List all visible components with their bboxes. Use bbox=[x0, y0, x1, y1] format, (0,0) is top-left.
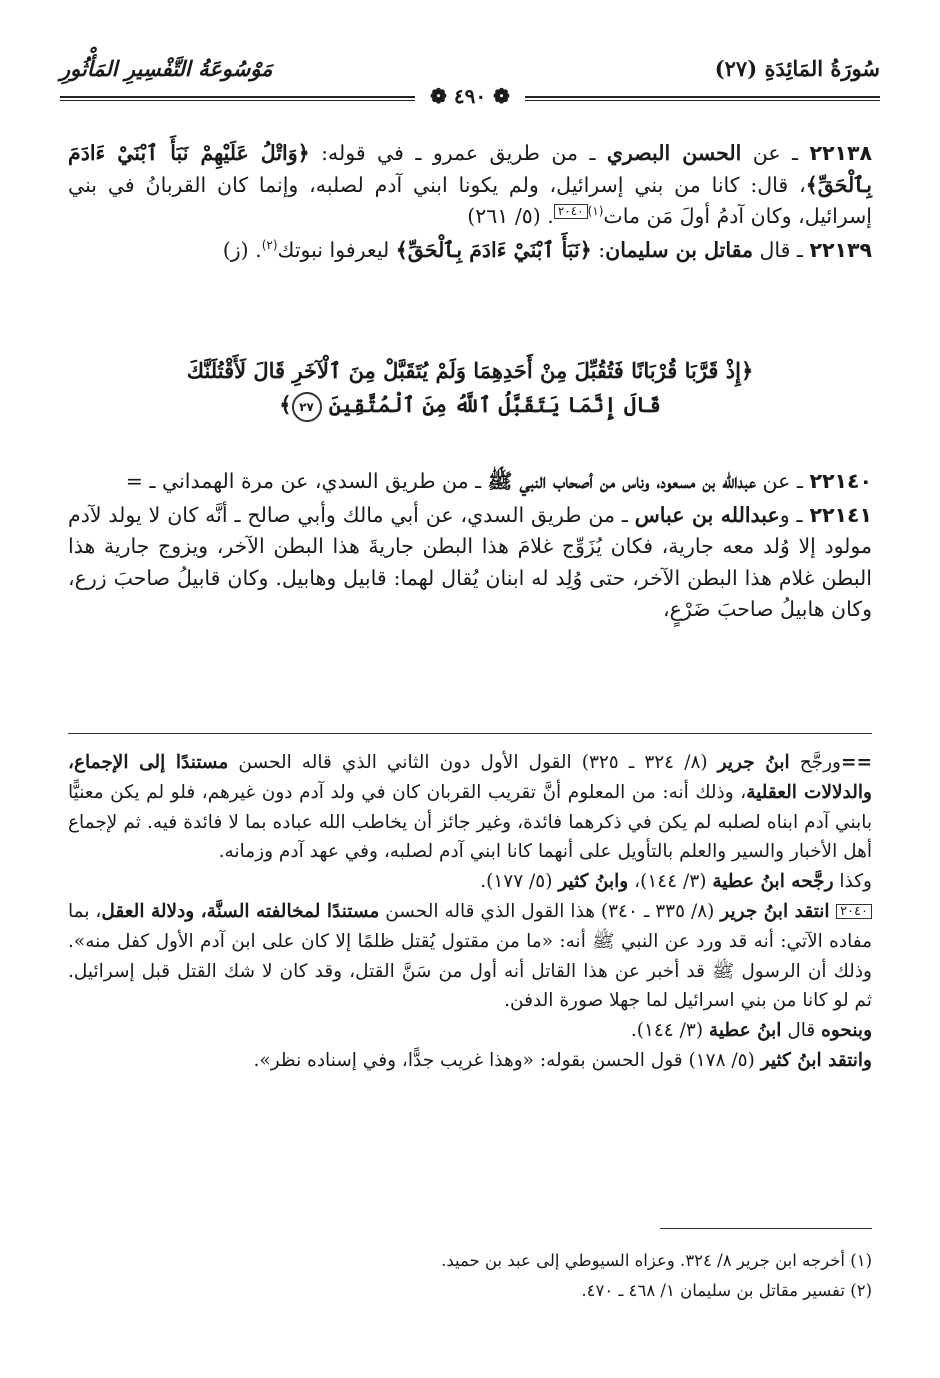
footnote-divider bbox=[660, 1228, 872, 1229]
commentary-paragraph-3 bbox=[68, 897, 872, 1016]
narrator-name: مقاتل بن سليمان bbox=[605, 237, 753, 262]
entry-text: ـ و bbox=[779, 502, 810, 527]
scholar-name: وابنُ كثير bbox=[558, 871, 629, 893]
main-text-top bbox=[68, 138, 872, 268]
page-number-value: ٤٩٠ bbox=[453, 84, 487, 108]
commentary-text: ، وذلك أنه: من المعلوم أنَّ تقريب القربان كان في ولد آدم دون غيرهم، فلو لم يكن معنيًّا بابني آدم ابناه لصلبه لم يكن في ذكرهما فائدة، وغير جائز أن يخاطب الله عباده بما لا فائدة فيه. ثم لإجماع أهل الأخبار والسير والعلم بالتأويل على أنهما كانا ابني آدم لصلبه، وفي عهد آدم وزمانه. bbox=[68, 781, 872, 863]
commentary-text: (٣/ ١٤٤). bbox=[630, 1020, 709, 1042]
narrator-name: عبدالله بن مسعود، وناس من أصحاب النبي ﷺ bbox=[487, 469, 757, 493]
header-rule-left bbox=[60, 96, 415, 101]
entry-22139 bbox=[68, 235, 872, 267]
commentary-paragraph-5 bbox=[68, 1046, 872, 1076]
entry-number: ٢٢١٤١ bbox=[809, 502, 872, 527]
commentary-emphasis: مستندًا إلى الإجماع، والدلالات العقلية bbox=[68, 752, 872, 803]
commentary-section bbox=[68, 748, 872, 1076]
quran-quote: ﴿نَبَأَ ٱبْنَيْ ءَادَمَ بِٱلْحَقِّ﴾ bbox=[395, 237, 592, 262]
footnotes-section bbox=[68, 1246, 872, 1306]
entry-text: ـ من طريق السدي، عن أبي مالك وأبي صالح ـ أنَّه كان لا يولد لآدم مولود إلا وُلد معه جارية، فكان يُزَوِّج غلامَ هذا البطن جاريةَ هذا البطن الآخر، ويزوج جارية هذا البطن غلام هذا البطن الآخر، حتى وُلِد له ابنان يُقال لهما: قابيل وهابيل. وكان قابيلُ صاحبَ زرع، وكان هابيلُ صاحبَ ضَرْعٍ، bbox=[68, 502, 872, 621]
commentary-text: (٣/ ١٤٤)، bbox=[628, 871, 713, 893]
entry-text: ـ قال bbox=[752, 237, 810, 262]
commentary-ref-box[interactable]: ٢٠٤٠ bbox=[554, 204, 588, 219]
narrator-name: عبدالله بن عباس bbox=[634, 502, 780, 527]
entry-text: ـ عن bbox=[741, 141, 810, 165]
commentary-text: وكذا bbox=[833, 871, 872, 893]
scholar-name: رجَّحه ابنُ عطية bbox=[712, 871, 834, 893]
commentary-text: (٨/ ٣٣٥ ـ ٣٤٠) هذا القول الذي قاله الحسن bbox=[379, 900, 721, 922]
footnote-ref-2[interactable]: (٢) bbox=[261, 237, 278, 252]
commentary-emphasis: وبنحوه bbox=[821, 1020, 872, 1042]
commentary-text: قال bbox=[781, 1020, 822, 1042]
commentary-divider bbox=[68, 733, 872, 734]
scholar-name: ابنُ جرير bbox=[717, 752, 790, 773]
verse-line-1: ﴿إِذْ قَرَّبَا قُرْبَانًا فَتُقُبِّلَ مِنْ أَحَدِهِمَا وَلَمْ يُتَقَبَّلْ مِنَ ٱلْآخَرِ قَالَ لَأَقْتُلَنَّكَ bbox=[186, 358, 754, 383]
entry-22138 bbox=[68, 138, 872, 233]
commentary-paragraph-4 bbox=[68, 1016, 872, 1046]
header-rule-right bbox=[525, 96, 880, 101]
footnote-1: (١) أخرجه ابن جرير ٨/ ٣٢٤. وعزاه السيوطي إلى عبد بن حميد. bbox=[441, 1251, 872, 1270]
commentary-text: ، بما مفاده الآتي: أنه قد ورد عن النبي ﷺ أنه: «ما من مقتول يُقتل ظلمًا إلا كان على ابن آدم الأول كفل منه». وذلك أن الرسول ﷺ قد أخبر عن هذا القاتل أنه أول من سَنَّ القتل، وقد كان لا شك القتل قبل إسرائيل. ثم لو كانا من بني اسرائيل لما جهلا صورة الدفن. bbox=[68, 900, 872, 1012]
commentary-text: ورجَّح bbox=[789, 752, 841, 773]
page-number: ❁ ٤٩٠ ❁ bbox=[430, 84, 510, 108]
scholar-name: وانتقد ابنُ كثير bbox=[760, 1049, 872, 1071]
footnote-2: (٢) تفسير مقاتل بن سليمان ١/ ٤٦٨ ـ ٤٧٠. bbox=[581, 1281, 872, 1300]
continuation-mark: == bbox=[840, 752, 872, 773]
page-header bbox=[60, 56, 880, 120]
source-ref: . (ز) bbox=[222, 237, 262, 262]
verse-line-2-text: قَالَ إِنَّمَا يَتَقَبَّلُ ٱللَّهُ مِنَ ٱلْمُتَّقِينَ bbox=[328, 392, 661, 417]
entry-number: ٢٢١٣٨ bbox=[809, 141, 872, 165]
entry-text: ، قال: كانا من بني إسرائيل، ولم يكونا ابني آدم لصلبه، وإنما كان القربانُ في بني إسرائيل، وكان آدمُ أولَ مَن مات bbox=[68, 172, 872, 228]
commentary-paragraph-1 bbox=[68, 748, 872, 867]
scholar-name: انتقد ابنُ جرير bbox=[720, 900, 837, 922]
entry-text: ـ من طريق السدي، عن مرة الهمداني ـ = bbox=[125, 469, 488, 493]
verse-line-2 bbox=[100, 388, 840, 422]
verse-close-bracket: ﴾ bbox=[279, 392, 292, 417]
commentary-number-box[interactable]: ٢٠٤٠ bbox=[836, 904, 872, 919]
entry-22141 bbox=[68, 500, 872, 626]
commentary-text: (٥/ ١٧٨) قول الحسن بقوله: «وهذا غريب جدًّا، وفي إسناده نظر». bbox=[253, 1049, 761, 1071]
entry-text: ـ عن bbox=[756, 469, 810, 493]
ayah-number-icon: ٢٧ bbox=[292, 392, 322, 422]
header-book-title: مَوْسُوعَةُ التَّفْسِيرِ المَأْثُورِ bbox=[60, 56, 273, 81]
commentary-emphasis: مستندًا لمخالفته السنَّة، ودلالة العقل bbox=[101, 900, 380, 922]
quran-quote: ﴿وَاتْلُ عَلَيْهِمْ نَبَأَ ٱبْنَيْ ءَادَمَ بِٱلْحَقِّ﴾ bbox=[68, 141, 872, 197]
entry-22140 bbox=[68, 466, 872, 498]
main-text-bottom bbox=[68, 466, 872, 628]
commentary-text: (٨/ ٣٢٤ ـ ٣٢٥) القول الأول دون الثاني الذي قاله الحسن bbox=[228, 752, 718, 773]
entry-number: ٢٢١٤٠ bbox=[809, 469, 872, 493]
entry-text: ليعرفوا نبوتك bbox=[277, 237, 396, 262]
commentary-paragraph-2 bbox=[68, 867, 872, 897]
entry-text: ـ من طريق عمرو ـ في قوله: bbox=[309, 141, 607, 165]
narrator-name: الحسن البصري bbox=[606, 141, 742, 165]
source-ref: . (٥/ ٢٦١) bbox=[467, 204, 554, 228]
scholar-name: ابنُ عطية bbox=[708, 1020, 782, 1042]
footnote-ref-1[interactable]: (١) bbox=[587, 204, 604, 219]
commentary-text: (٥/ ١٧٧). bbox=[480, 871, 559, 893]
entry-number: ٢٢١٣٩ bbox=[809, 237, 872, 262]
quran-verse-block bbox=[100, 354, 840, 422]
header-surah-title: سُورَةُ المَائِدَةِ (٢٧) bbox=[714, 56, 880, 81]
entry-text: : bbox=[591, 237, 606, 262]
